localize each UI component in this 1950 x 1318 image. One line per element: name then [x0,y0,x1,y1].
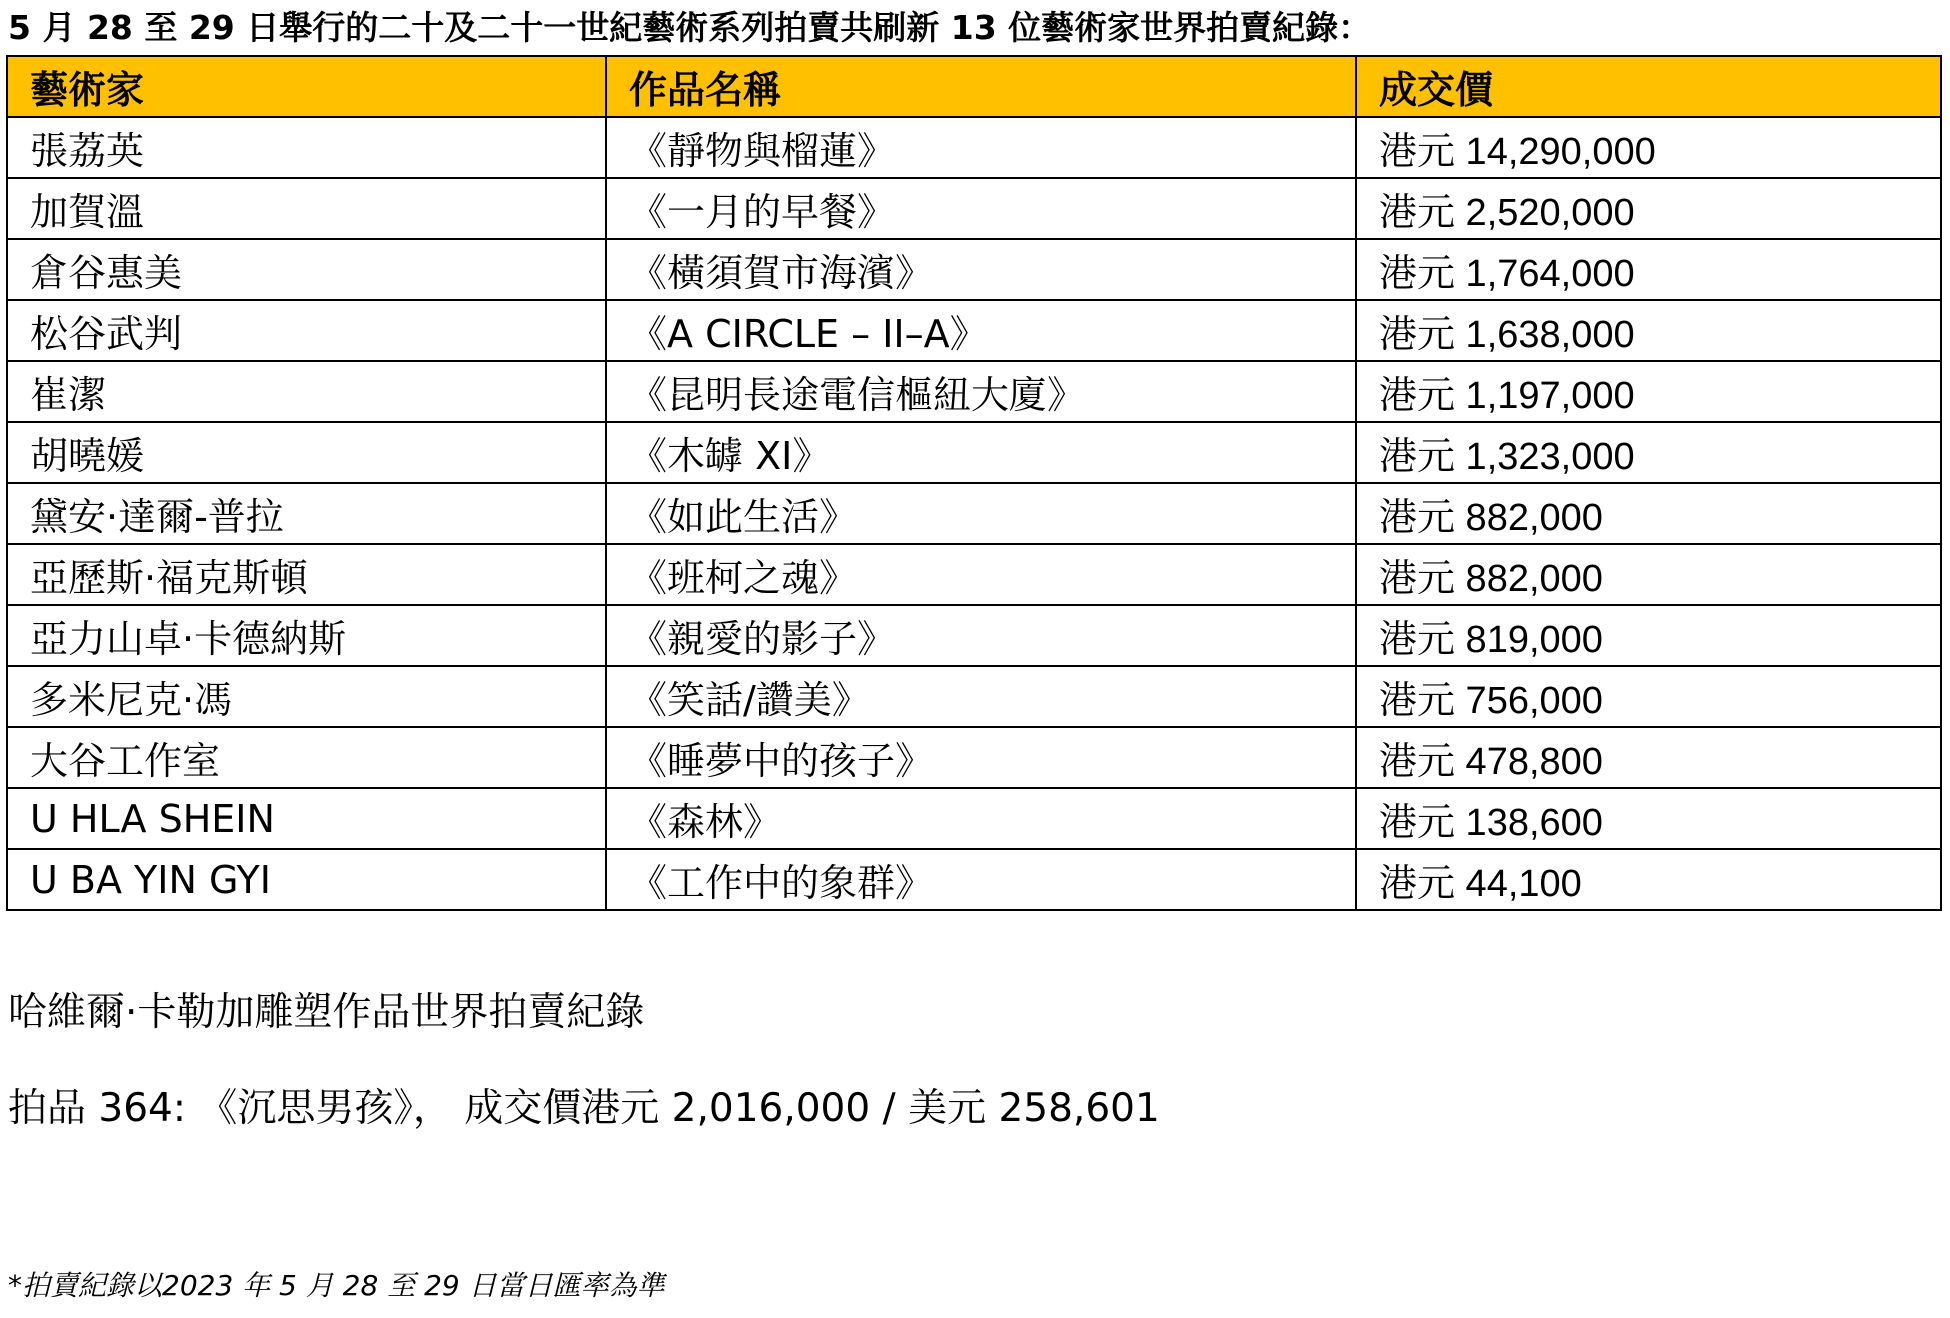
table-row [7,788,1941,849]
artist-cell: 胡曉媛 [7,422,606,483]
price-cell: 港元 882,000 [1356,544,1941,605]
table-row [7,300,1941,361]
price-cell: 港元 1,323,000 [1356,422,1941,483]
work-cell: 《親愛的影子》 [606,605,1356,666]
artist-cell: 崔潔 [7,361,606,422]
table-row [7,117,1941,178]
artist-cell: 倉谷惠美 [7,239,606,300]
auction-records-table [6,55,1942,911]
table-row [7,605,1941,666]
work-cell: 《班柯之魂》 [606,544,1356,605]
work-cell: 《橫須賀市海濱》 [606,239,1356,300]
page-title: 5 月 28 至 29 日舉行的二十及二十一世紀藝術系列拍賣共刷新 13 位藝術家世界拍賣紀錄： [8,8,1372,47]
table-row [7,361,1941,422]
price-cell: 港元 819,000 [1356,605,1941,666]
artist-cell: 黛安·達爾-普拉 [7,483,606,544]
work-cell: 《笑話/讚美》 [606,666,1356,727]
work-cell: 《昆明長途電信樞紐大廈》 [606,361,1356,422]
work-cell: 《一月的早餐》 [606,178,1356,239]
price-cell: 港元 138,600 [1356,788,1941,849]
column-header-artist: 藝術家 [7,56,606,117]
work-cell: 《如此生活》 [606,483,1356,544]
table-row [7,727,1941,788]
price-cell: 港元 756,000 [1356,666,1941,727]
table-row [7,544,1941,605]
price-cell: 港元 1,638,000 [1356,300,1941,361]
artist-cell: 大谷工作室 [7,727,606,788]
price-cell: 港元 14,290,000 [1356,117,1941,178]
work-cell: 《靜物與榴蓮》 [606,117,1356,178]
table-row [7,666,1941,727]
table-row [7,849,1941,910]
artist-cell: 亞歷斯·福克斯頓 [7,544,606,605]
work-cell: 《工作中的象群》 [606,849,1356,910]
price-cell: 港元 1,197,000 [1356,361,1941,422]
artist-cell: 松谷武判 [7,300,606,361]
exchange-rate-footnote: *拍賣紀錄以2023 年 5 月 28 至 29 日當日匯率為準 [8,1269,665,1302]
artist-cell: U BA YIN GYI [7,849,606,910]
lot-detail-line: 拍品 364: 《沉思男孩》， 成交價港元 2,016,000 / 美元 258,601 [8,1086,1160,1131]
price-cell: 港元 478,800 [1356,727,1941,788]
artist-cell: 多米尼克·馮 [7,666,606,727]
price-cell: 港元 882,000 [1356,483,1941,544]
table-row [7,483,1941,544]
sculpture-record-heading: 哈維爾·卡勒加雕塑作品世界拍賣紀錄 [8,990,645,1035]
table-header-row [7,56,1941,117]
work-cell: 《A CIRCLE – II–A》 [606,300,1356,361]
table-row [7,239,1941,300]
work-cell: 《森林》 [606,788,1356,849]
work-cell: 《木罅 XI》 [606,422,1356,483]
artist-cell: 亞力山卓·卡德納斯 [7,605,606,666]
column-header-work: 作品名稱 [606,56,1356,117]
artist-cell: U HLA SHEIN [7,788,606,849]
work-cell: 《睡夢中的孩子》 [606,727,1356,788]
column-header-price: 成交價 [1356,56,1941,117]
price-cell: 港元 2,520,000 [1356,178,1941,239]
table-row [7,422,1941,483]
artist-cell: 張荔英 [7,117,606,178]
artist-cell: 加賀溫 [7,178,606,239]
price-cell: 港元 1,764,000 [1356,239,1941,300]
table-row [7,178,1941,239]
price-cell: 港元 44,100 [1356,849,1941,910]
